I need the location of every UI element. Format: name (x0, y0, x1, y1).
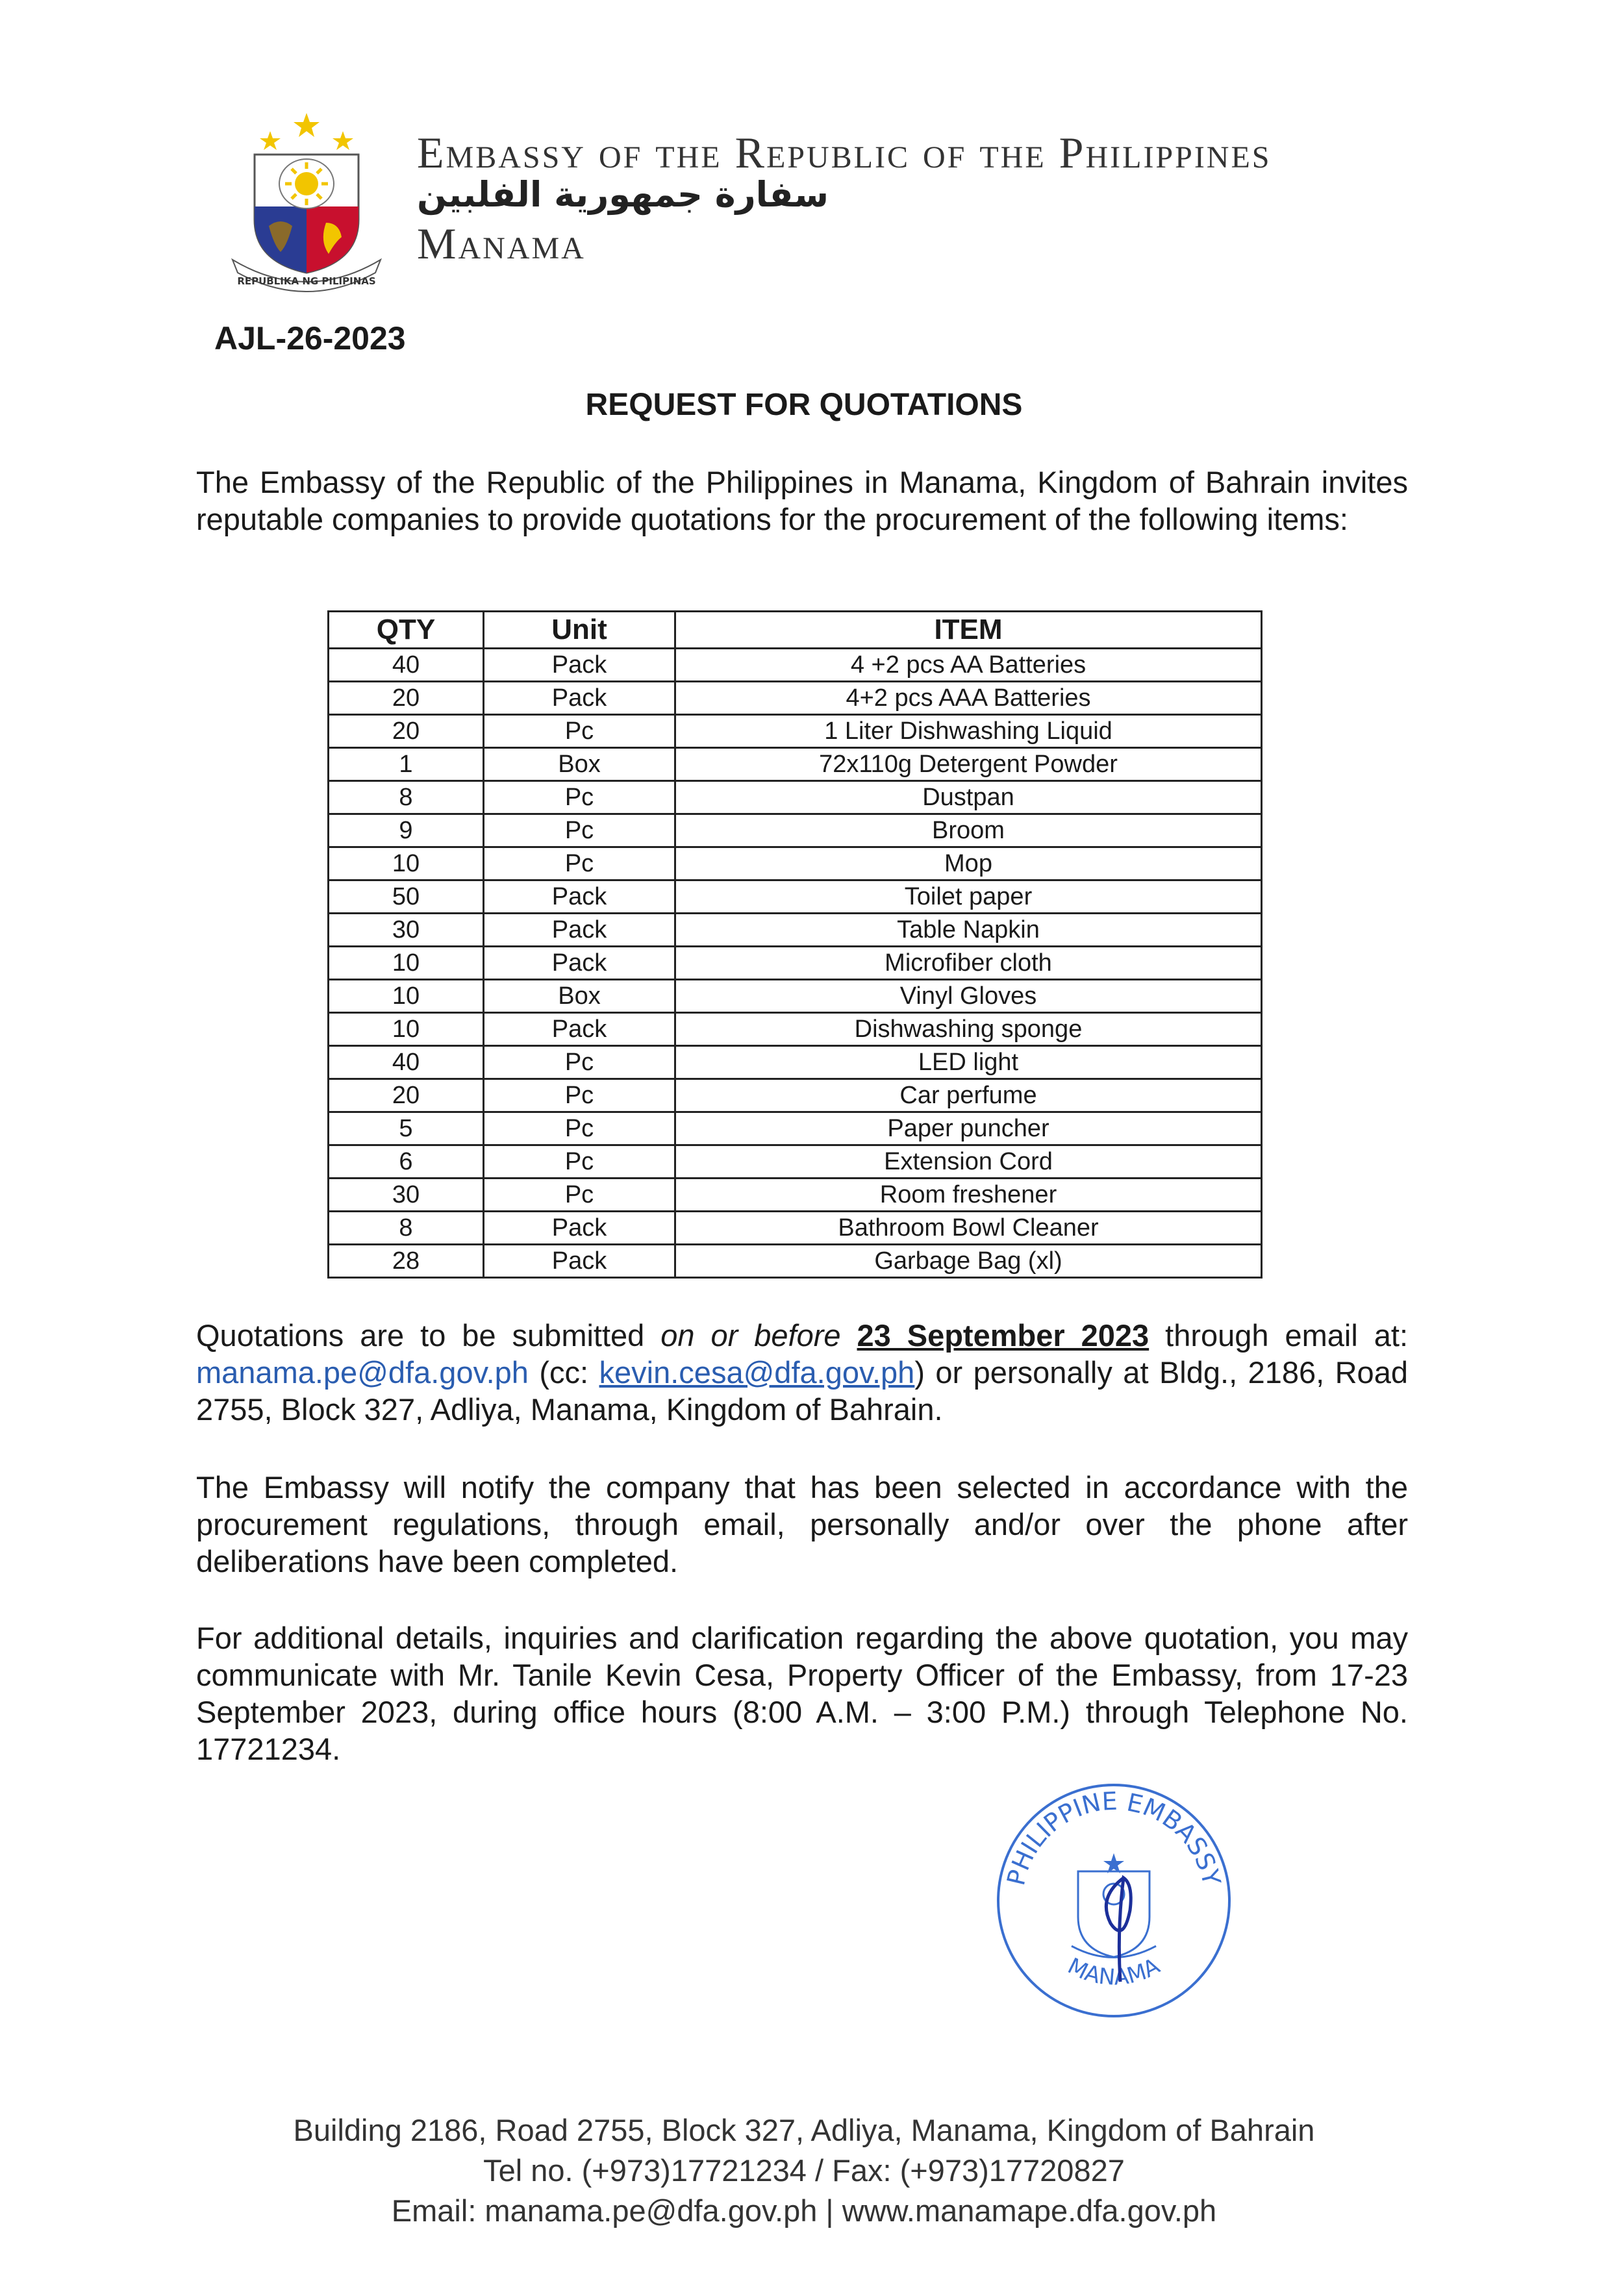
cell-item: Paper puncher (675, 1112, 1262, 1145)
footer-phone: Tel no. (+973)17721234 / Fax: (+973)17720827 (483, 2153, 1125, 2188)
svg-text:MANAMA (1064, 1953, 1164, 1991)
table-row (329, 781, 1262, 814)
cell-item: 4 +2 pcs AA Batteries (675, 649, 1262, 682)
footer-address: Building 2186, Road 2755, Block 327, Adliya, Manama, Kingdom of Bahrain (293, 2113, 1315, 2147)
cell-qty: 50 (329, 880, 484, 914)
table-row (329, 1179, 1262, 1212)
table-row (329, 1013, 1262, 1046)
reference-number: AJL-26-2023 (214, 320, 406, 356)
cc-open: (cc: (539, 1355, 589, 1390)
cell-item: Dustpan (675, 781, 1262, 814)
cell-qty: 20 (329, 1079, 484, 1112)
cell-qty: 1 (329, 748, 484, 781)
cell-qty: 40 (329, 649, 484, 682)
cell-qty: 28 (329, 1245, 484, 1278)
table-row (329, 914, 1262, 947)
cell-unit: Box (484, 980, 675, 1013)
cell-qty: 20 (329, 715, 484, 748)
table-row (329, 1112, 1262, 1145)
cell-unit: Pack (484, 1212, 675, 1245)
crest-ribbon-text: REPUBLIKA NG PILIPINAS (237, 275, 376, 287)
cell-unit: Pc (484, 781, 675, 814)
table-row (329, 847, 1262, 880)
cell-item: 4+2 pcs AAA Batteries (675, 682, 1262, 715)
cell-unit: Pack (484, 880, 675, 914)
philippine-coat-of-arms-icon (229, 109, 384, 292)
cell-qty: 8 (329, 1212, 484, 1245)
cell-item: LED light (675, 1046, 1262, 1079)
cell-unit: Pack (484, 947, 675, 980)
seal-bottom-text: MANAMA (1063, 1953, 1164, 1991)
cell-qty: 10 (329, 947, 484, 980)
cell-qty: 10 (329, 980, 484, 1013)
cell-item: Extension Cord (675, 1145, 1262, 1179)
table-row (329, 814, 1262, 847)
cell-unit: Pack (484, 1245, 675, 1278)
submission-via: through email at: (1165, 1318, 1409, 1353)
cell-item: Mop (675, 847, 1262, 880)
submission-date: 23 September 2023 (857, 1318, 1149, 1353)
table-row (329, 1212, 1262, 1245)
items-table (327, 610, 1263, 1279)
cc-email-link[interactable]: kevin.cesa@dfa.gov.ph (599, 1355, 915, 1390)
cell-unit: Box (484, 748, 675, 781)
cell-unit: Pack (484, 914, 675, 947)
details-paragraph: For additional details, inquiries and clarification regarding the above quotation, you may communicate with Mr. Tanile Kevin Cesa, Property Officer of the Embassy, from 17-23 September 2023, during office hours (8:00 A.M. – 3:00 P.M.) through Telephone No. 17721234. (196, 1621, 1408, 1766)
cell-item: 72x110g Detergent Powder (675, 748, 1262, 781)
svg-text:PHILIPPINE EMBASSY (1001, 1787, 1226, 1889)
cell-qty: 10 (329, 1013, 484, 1046)
cell-unit: Pc (484, 1179, 675, 1212)
letterhead-arabic-title: سفارة جمهورية الفلبين (417, 174, 829, 215)
cell-item: Car perfume (675, 1079, 1262, 1112)
header-qty: QTY (329, 612, 484, 649)
cell-unit: Pc (484, 814, 675, 847)
cell-qty: 20 (329, 682, 484, 715)
cell-qty: 5 (329, 1112, 484, 1145)
table-row (329, 682, 1262, 715)
table-row (329, 1245, 1262, 1278)
header-item: ITEM (675, 612, 1262, 649)
cell-item: Bathroom Bowl Cleaner (675, 1212, 1262, 1245)
intro-paragraph: The Embassy of the Republic of the Philippines in Manama, Kingdom of Bahrain invites reputable companies to provide quotations for the procurement of the following items: (196, 465, 1408, 536)
table-row (329, 715, 1262, 748)
cell-item: Broom (675, 814, 1262, 847)
letterhead-city: Manama (417, 219, 586, 268)
table-header-row (329, 612, 1262, 649)
table-row (329, 980, 1262, 1013)
cell-unit: Pc (484, 1112, 675, 1145)
cell-unit: Pc (484, 1145, 675, 1179)
submission-emphasis: on or before (660, 1318, 841, 1353)
cell-unit: Pack (484, 649, 675, 682)
table-row (329, 1079, 1262, 1112)
submission-lead: Quotations are to be submitted (196, 1318, 645, 1353)
embassy-seal-stamp (994, 1780, 1234, 2021)
submission-rest: ) or personally at Bldg., 2186, Road 2755, Block 327, Adliya, Manama, Kingdom of Bahrain. (196, 1355, 1408, 1427)
table-row (329, 1046, 1262, 1079)
submission-paragraph (196, 1317, 1408, 1428)
cell-unit: Pc (484, 847, 675, 880)
email-link[interactable]: manama.pe@dfa.gov.ph (196, 1355, 529, 1390)
cell-unit: Pc (484, 715, 675, 748)
cell-qty: 30 (329, 1179, 484, 1212)
cell-item: Room freshener (675, 1179, 1262, 1212)
cell-item: Dishwashing sponge (675, 1013, 1262, 1046)
document-title: REQUEST FOR QUOTATIONS (585, 388, 1023, 422)
notify-paragraph: The Embassy will notify the company that has been selected in accordance with the procurement regulations, through email, personally and/or over the phone after deliberations have been completed. (196, 1470, 1408, 1578)
cell-item: Table Napkin (675, 914, 1262, 947)
cell-unit: Pack (484, 1013, 675, 1046)
table-row (329, 880, 1262, 914)
table-row (329, 1145, 1262, 1179)
cell-qty: 9 (329, 814, 484, 847)
cell-item: Garbage Bag (xl) (675, 1245, 1262, 1278)
cell-unit: Pc (484, 1046, 675, 1079)
cell-qty: 6 (329, 1145, 484, 1179)
cell-item: Toilet paper (675, 880, 1262, 914)
cell-qty: 30 (329, 914, 484, 947)
table-row (329, 649, 1262, 682)
table-row (329, 947, 1262, 980)
cell-qty: 40 (329, 1046, 484, 1079)
footer-contact: Email: manama.pe@dfa.gov.ph | www.manamape.dfa.gov.ph (391, 2193, 1217, 2228)
cell-unit: Pc (484, 1079, 675, 1112)
cell-item: Microfiber cloth (675, 947, 1262, 980)
table-row (329, 748, 1262, 781)
seal-top-text: PHILIPPINE EMBASSY (1001, 1786, 1226, 1888)
cell-qty: 10 (329, 847, 484, 880)
cell-item: 1 Liter Dishwashing Liquid (675, 715, 1262, 748)
cell-unit: Pack (484, 682, 675, 715)
letterhead-title: Embassy of the Republic of the Philippines (417, 128, 1272, 177)
cell-item: Vinyl Gloves (675, 980, 1262, 1013)
header-unit: Unit (484, 612, 675, 649)
cell-qty: 8 (329, 781, 484, 814)
